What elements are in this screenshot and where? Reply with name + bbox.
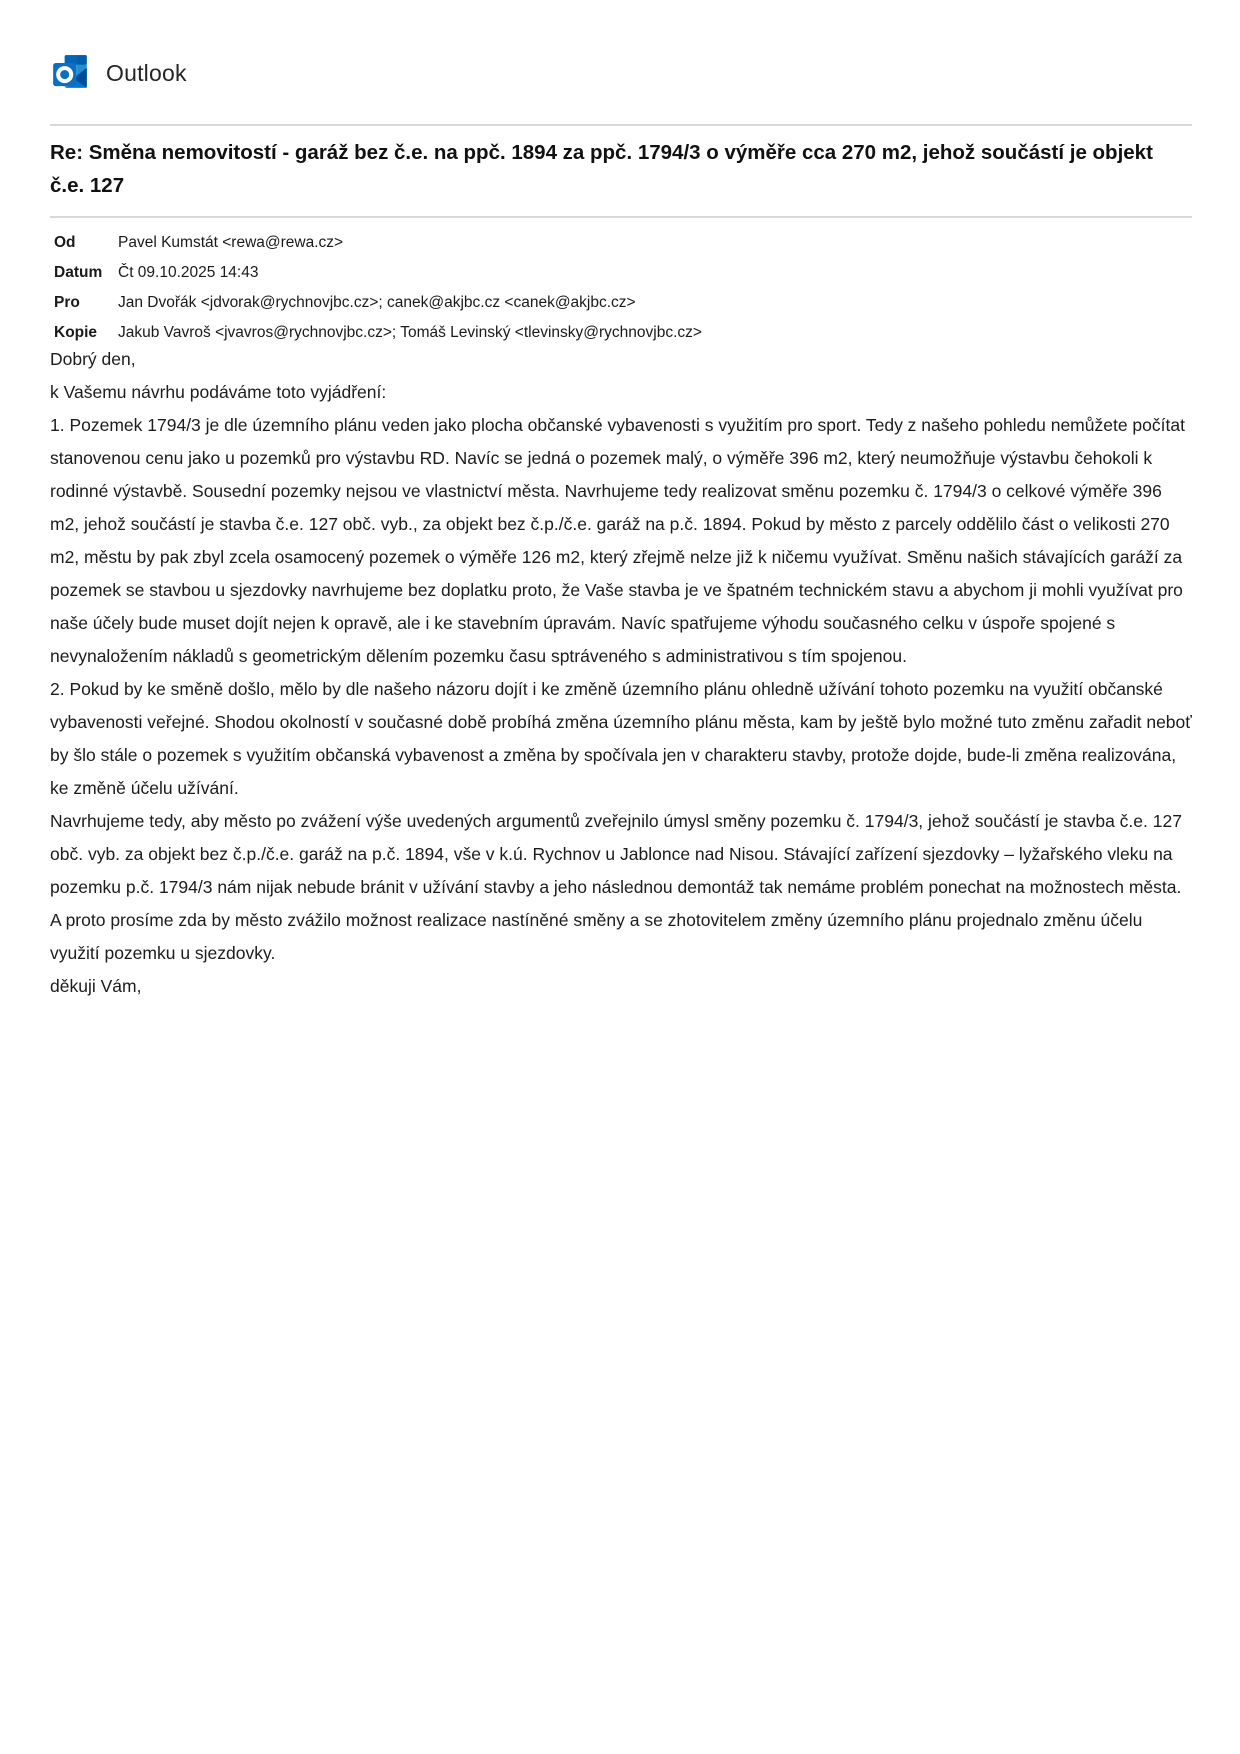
body-paragraph-4: A proto prosíme zda by město zvážilo možnost realizace nastíněné směny a se zhotovitelem změny územního plánu projednalo změnu účelu využití pozemku u sjezdovky.: [50, 910, 1143, 963]
meta-value-from: Pavel Kumstát <rewa@rewa.cz>: [118, 234, 344, 251]
meta-value-to: Jan Dvořák <jdvorak@rychnovjbc.cz>; canek@akjbc.cz <canek@akjbc.cz>: [118, 294, 636, 311]
body-paragraph-1: 1. Pozemek 1794/3 je dle územního plánu veden jako plocha občanské vybavenosti s využitím pro sport. Tedy z našeho pohledu nemůžete počítat stanovenou cenu jako u pozemků pro výstavbu RD. Navíc se jedná o pozemek malý, o výměře 396 m2, který neumožňuje výstavbu čehokoli k rodinné výstavbě. Sousední pozemky nejsou ve vlastnictví města. Navrhujeme tedy realizovat směnu pozemku č. 1794/3 o celkové výměře 396 m2, jehož součástí je stavba č.e. 127 obč. vyb., za objekt bez č.p./č.e. garáž na p.č. 1894. Pokud by město z parcely oddělilo část o velikosti 270 m2, městu by pak zbyl zcela osamocený pozemek o výměře 126 m2, který zřejmě nelze již k ničemu využívat. Směnu našich stávajících garáží za pozemek se stavbou u sjezdovky navrhujeme bez doplatku proto, že Vaše stavba je ve špatném technickém stavu a abychom ji mohli využívat pro naše účely bude muset dojít nejen k opravě, ale i ke stavebním úpravám. Navíc spatřujeme výhodu současného celku v úspoře spojené s nevynaložením nákladů s geometrickým dělením pozemku času sptráveného s administrativou s tím spojenou.: [50, 415, 1185, 666]
meta-label-to: Pro: [54, 294, 80, 311]
body-intro: k Vašemu návrhu podáváme toto vyjádření:: [50, 382, 387, 402]
body-closing: děkuji Vám,: [50, 976, 142, 996]
meta-label-cc: Kopie: [54, 324, 98, 341]
email-meta-headers: [54, 232, 1192, 343]
meta-value-cc: Jakub Vavroš <jvavros@rychnovjbc.cz>; Tomáš Levinský <tlevinsky@rychnovjbc.cz>: [118, 324, 702, 341]
body-paragraph-3: Navrhujeme tedy, aby město po zvážení výše uvedených argumentů zveřejnilo úmysl směny pozemku č. 1794/3, jehož součástí je stavba č.e. 127 obč. vyb. za objekt bez č.p./č.e. garáž na p.č. 1894, vše v k.ú. Rychnov u Jablonce nad Nisou. Stávající zařízení sjezdovky – lyžařského vleku na pozemku p.č. 1794/3 nám nijak nebude bránit v užívání stavby a jeho následnou demontáž tak nemáme problém ponechat na možnostech města.: [50, 811, 1182, 897]
email-subject: Re: Směna nemovitostí - garáž bez č.e. na ppč. 1894 za ppč. 1794/3 o výměře cca 270 m2, jehož součástí je objekt č.e. 127: [50, 141, 1153, 197]
outlook-logo-icon: [50, 52, 92, 94]
meta-label-date: Datum: [54, 264, 103, 281]
body-paragraph-2: 2. Pokud by ke směně došlo, mělo by dle našeho názoru dojít i ke změně územního plánu ohledně užívání tohoto pozemku na využití občanské vybavenosti veřejné. Shodou okolností v současné době probíhá změna územního plánu města, kam by ještě bylo možné tuto změnu zařadit neboť by šlo stále o pozemek s využitím občanská vybavenost a změna by spočívala jen v charakteru stavby, protože dojde, bude-li změna realizována, ke změně účelu užívání.: [50, 679, 1192, 798]
email-body: [50, 343, 1192, 1003]
meta-label-from: Od: [54, 234, 76, 251]
meta-value-date: Čt 09.10.2025 14:43: [118, 264, 259, 281]
outlook-brand-name: Outlook: [106, 59, 187, 86]
divider-top: [50, 124, 1192, 126]
divider-subject: [50, 216, 1192, 218]
body-greeting: Dobrý den,: [50, 349, 136, 369]
outlook-brand-header: [50, 52, 1192, 94]
